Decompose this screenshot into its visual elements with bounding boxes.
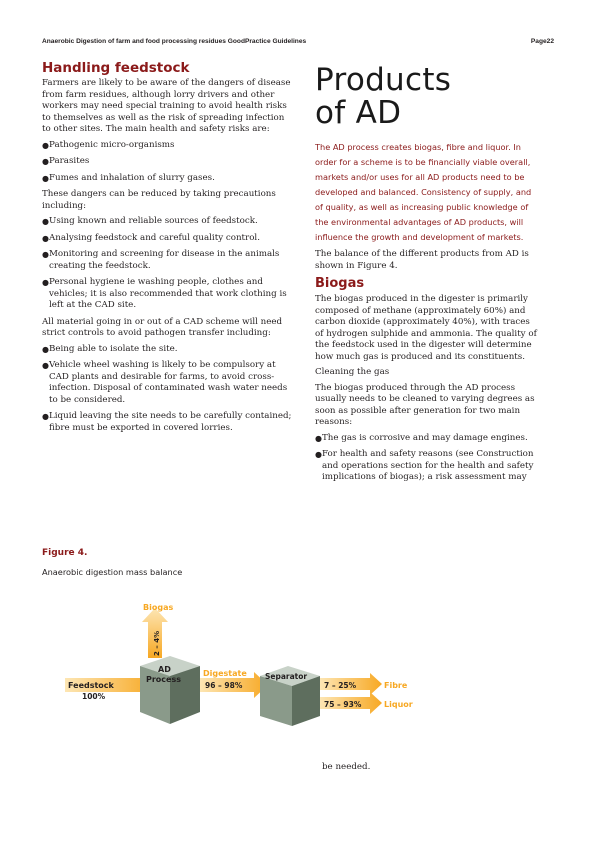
bullet-icon: ● bbox=[42, 344, 49, 354]
bullet-icon: ● bbox=[42, 217, 49, 226]
bullet-icon: ● bbox=[42, 361, 49, 370]
bullet-icon: ● bbox=[42, 157, 49, 166]
bullet-icon: ● bbox=[315, 450, 322, 459]
list-item: ● Using known and reliable sources of feedstock. bbox=[42, 216, 258, 226]
bullet-icon: ● bbox=[42, 278, 49, 287]
bullet-icon: ● bbox=[42, 412, 49, 421]
list-item: ● Parasites bbox=[42, 156, 90, 166]
figure-title: Figure 4. bbox=[42, 548, 88, 558]
products-title: Products of AD bbox=[315, 62, 452, 131]
mass-balance-diagram bbox=[60, 598, 480, 738]
left-column bbox=[42, 60, 294, 439]
cleaning-heading: Cleaning the gas bbox=[315, 367, 390, 377]
bullet-icon: ● bbox=[42, 250, 49, 259]
fibre-percent: 7 – 25% bbox=[324, 681, 357, 690]
document-title: Anaerobic Digestion of farm and food processing residues GoodPractice Guidelines bbox=[42, 38, 307, 45]
controls-list bbox=[42, 344, 294, 435]
liquor-percent: 75 – 93% bbox=[324, 700, 362, 709]
bullet-icon: ● bbox=[315, 433, 322, 443]
list-item: ● Monitoring and screening for disease in the animals creating the feedstock. bbox=[42, 249, 280, 271]
page-number: Page22 bbox=[530, 38, 554, 45]
balance-paragraph: The balance of the different products from AD is shown in Figure 4. bbox=[315, 249, 529, 271]
precautions-list bbox=[42, 216, 294, 312]
biogas-percent: 2 – 4% bbox=[153, 630, 161, 656]
risks-list bbox=[42, 140, 294, 185]
bullet-icon: ● bbox=[42, 173, 49, 183]
digestate-percent: 96 – 98% bbox=[205, 681, 243, 690]
biogas-paragraph: The biogas produced in the digester is primarily composed of methane (approximately 60%) and carbon dioxide (approximately 40%), with traces of hydrogen sulphide and ammonia. The quality of the feedstock used in the digester will determine how much gas is produced and its constituents. bbox=[315, 294, 537, 362]
feedstock-label: Feedstock bbox=[68, 681, 114, 690]
list-item: ● Pathogenic micro-organisms bbox=[42, 139, 175, 150]
process-label: Process bbox=[146, 675, 181, 684]
figure-caption: Anaerobic digestion mass balance bbox=[42, 567, 183, 577]
bullet-icon: ● bbox=[42, 233, 49, 243]
intro-paragraph: Farmers are likely to be aware of the dangers of disease from farm residues, although lorry drivers and other workers may need special training to avoid health risks to themselves as well as the risk of spreading infection to other sites. The main health and safety risks are: bbox=[42, 78, 291, 134]
list-item: ● Fumes and inhalation of slurry gases. bbox=[42, 172, 215, 183]
feedstock-percent: 100% bbox=[82, 692, 106, 701]
reasons-list bbox=[315, 433, 541, 484]
list-item: ● Analysing feedstock and careful quality control. bbox=[42, 232, 260, 243]
figure-caption-block bbox=[42, 548, 182, 577]
precautions-intro: These dangers can be reduced by taking precautions including: bbox=[42, 189, 276, 211]
separator-label: Separator bbox=[265, 672, 308, 681]
page-header bbox=[42, 38, 554, 45]
fibre-label: Fibre bbox=[384, 681, 408, 690]
biogas-label: Biogas bbox=[143, 603, 174, 612]
list-item: ● Personal hygiene ie washing people, clothes and vehicles; it is also recommended that work clothing is left at the CAD site. bbox=[42, 277, 287, 310]
list-item: ● Liquid leaving the site needs to be carefully contained; fibre must be exported in covered lorries. bbox=[42, 411, 292, 433]
handling-feedstock-heading: Handling feedstock bbox=[42, 60, 190, 76]
biogas-heading: Biogas bbox=[315, 276, 365, 291]
continuation-text: be needed. bbox=[322, 762, 371, 772]
list-item: ● The gas is corrosive and may damage engines. bbox=[315, 432, 528, 443]
right-column bbox=[315, 60, 541, 489]
lead-paragraph: The AD process creates biogas, fibre and liquor. In order for a scheme is to be financially viable overall, markets and/or uses for all AD products need to be developed and balanced. Consistency of supply, and of quality, as well as increasing public knowledge of the environmental advantages of AD products, will influence the growth and development of markets. bbox=[315, 142, 532, 242]
list-item: ● For health and safety reasons (see Construction and operations section for the health and safety implications of biogas); a risk assessment may bbox=[315, 449, 534, 482]
list-item: ● Being able to isolate the site. bbox=[42, 343, 178, 354]
liquor-label: Liquor bbox=[384, 700, 413, 709]
list-item: ● Vehicle wheel washing is likely to be compulsory at CAD plants and desirable for farms, to avoid cross-infection. Disposal of contaminated wash water needs to be considered. bbox=[42, 360, 288, 405]
bullet-icon: ● bbox=[42, 140, 49, 150]
controls-intro: All material going in or out of a CAD scheme will need strict controls to avoid pathogen transfer including: bbox=[42, 316, 283, 338]
cleaning-paragraph: The biogas produced through the AD process usually needs to be cleaned to varying degrees as soon as possible after generation for two main reasons: bbox=[315, 382, 535, 427]
ad-label: AD bbox=[158, 665, 171, 674]
digestate-label: Digestate bbox=[203, 669, 247, 678]
